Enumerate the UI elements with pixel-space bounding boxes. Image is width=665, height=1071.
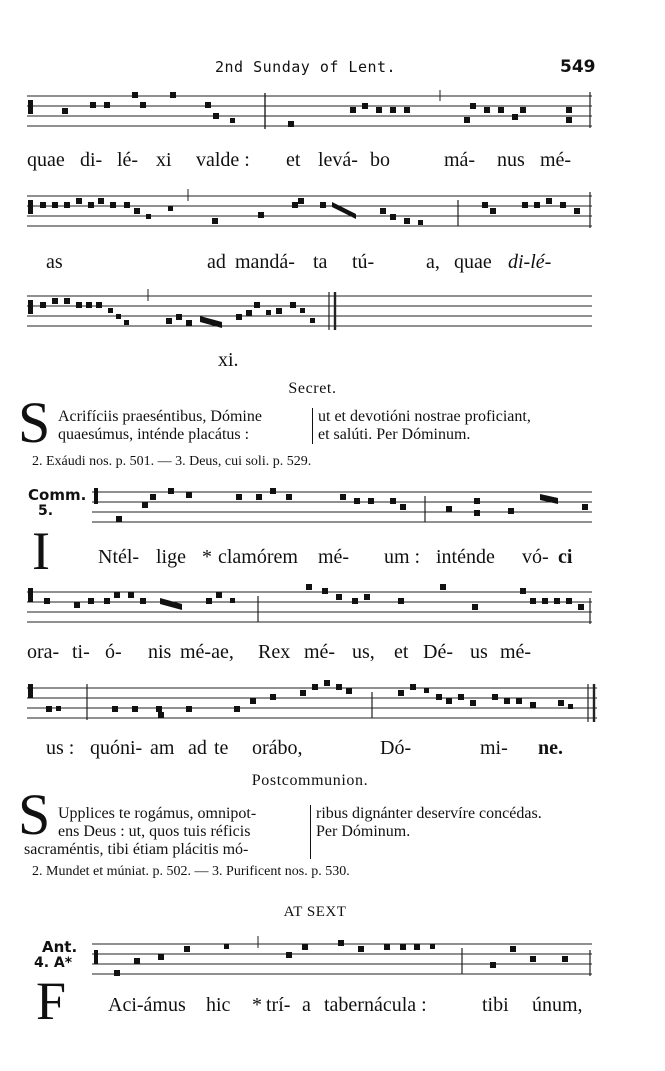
lyric-ma: má- (444, 149, 476, 171)
comm-lyric-ti: ti- (72, 641, 90, 663)
postcommunion-dropcap: S (18, 782, 51, 847)
secret-right-line-2: et salúti. Per Dóminum. (318, 426, 471, 443)
sext-lyric-tri: trí- (266, 994, 291, 1016)
comm-lyric-clamorem: clamórem (218, 546, 298, 568)
sext-lyric-faciamus: Aci-ámus (108, 994, 186, 1016)
comm-lyric-rex: Rex (258, 641, 291, 663)
sext-lyric-star: * (252, 994, 262, 1016)
comm-lyric-lige: lige (156, 546, 186, 568)
comm-lyric-ora: ora- (27, 641, 60, 663)
staff-system-3 (0, 288, 665, 348)
comm-lyric-de: Dé- (423, 641, 453, 663)
lyric-xi: xi (156, 149, 172, 171)
sext-mode: 4. A* (34, 955, 73, 971)
postcommunion-column-divider (310, 805, 311, 859)
lyric-et: et (286, 149, 301, 171)
secret-column-divider (312, 408, 313, 444)
sext-lyric-tibi: tibi (482, 994, 509, 1016)
secret-title: Secret. (288, 380, 337, 397)
postcommunion-left-line-2: ens Deus : ut, quos tuis réficis (58, 823, 251, 840)
secret-left-line-1: Acrifíciis praeséntibus, Dómine (58, 408, 262, 425)
comm-lyric-us: us, (352, 641, 375, 663)
sext-title: AT SEXT (283, 904, 347, 920)
lyric-ta: ta (313, 251, 328, 273)
communion-initial: I (32, 521, 50, 581)
comm-lyric-ci: ci (558, 546, 573, 568)
comm-lyric-us-2: us (470, 641, 488, 663)
staff-system-1 (0, 88, 665, 148)
lyric-as: as (46, 251, 63, 273)
comm-lyric-o: ó- (105, 641, 122, 663)
postcommunion-right-line-2: Per Dóminum. (316, 823, 411, 840)
comm-lyric-ne: ne. (538, 737, 563, 759)
staff-communion-3 (0, 680, 665, 740)
lyric-le: lé- (117, 149, 139, 171)
lyric-me: mé- (540, 149, 572, 171)
lyric-xi-final: xi. (218, 349, 239, 371)
communion-label: Comm. (28, 486, 87, 504)
sext-lyric-hic: hic (206, 994, 231, 1016)
comm-lyric-orabo: orábo, (252, 737, 303, 759)
postcommunion-left-line-1: Upplices te rogámus, omnipot- (58, 805, 257, 822)
comm-lyric-nis: nis (148, 641, 172, 663)
comm-lyric-te: te (214, 737, 229, 759)
comm-lyric-me: mé- (318, 546, 350, 568)
lyric-bo: bo (370, 149, 390, 171)
comm-lyric-us-3: us : (46, 737, 75, 759)
secret-note: 2. Exáudi nos. p. 501. — 3. Deus, cui soli. p. 529. (32, 454, 312, 469)
staff-communion-1 (0, 484, 665, 544)
comm-lyric-vo: vó- (522, 546, 549, 568)
comm-lyric-ntel: Ntél- (98, 546, 140, 568)
lyric-leva: levá- (318, 149, 358, 171)
staff-system-2 (0, 188, 665, 248)
secret-dropcap: S (18, 390, 51, 455)
comm-lyric-star: * (202, 546, 212, 568)
comm-lyric-et: et (394, 641, 409, 663)
postcommunion-left-line-3: sacraméntis, tibi étiam plácitis mó- (24, 841, 249, 858)
postcommunion-note: 2. Mundet et múniat. p. 502. — 3. Purificent nos. p. 530. (32, 864, 350, 879)
lyric-a: a, (426, 251, 440, 273)
lyric-di: di- (80, 149, 103, 171)
comm-lyric-me-2: mé- (304, 641, 336, 663)
postcommunion-title: Postcommunion. (251, 772, 369, 789)
comm-lyric-mi: mi- (480, 737, 508, 759)
postcommunion-right-line-1: ribus dignánter deservíre concédas. (316, 805, 542, 822)
lyric-manda: mandá- (235, 251, 295, 273)
comm-lyric-meae: mé-ae, (180, 641, 234, 663)
lyric-dile: di-lé- (508, 251, 552, 273)
sext-lyric-a: a (302, 994, 311, 1016)
sext-lyric-unum: únum, (532, 994, 583, 1016)
secret-left-line-2: quaesúmus, inténde placátus : (58, 426, 250, 443)
sext-label: Ant. (42, 938, 78, 956)
comm-lyric-me-3: mé- (500, 641, 532, 663)
lyric-valde: valde : (196, 149, 250, 171)
lyric-ad: ad (207, 251, 226, 273)
communion-mode: 5. (38, 503, 54, 519)
comm-lyric-do: Dó- (380, 737, 412, 759)
comm-lyric-ad: ad (188, 737, 207, 759)
lyric-tu: tú- (352, 251, 375, 273)
lyric-nus: nus (497, 149, 525, 171)
lyric-quae-2: quae (454, 251, 492, 273)
sext-lyric-tabernacula: tabernácula : (324, 994, 427, 1016)
comm-lyric-quoni: quóni- (90, 737, 143, 759)
comm-lyric-am: am (150, 737, 175, 759)
running-title: 2nd Sunday of Lent. (215, 58, 397, 76)
comm-lyric-um: um : (384, 546, 421, 568)
lyric-quae: quae (27, 149, 65, 171)
page-number: 549 (560, 57, 596, 77)
secret-right-line-1: ut et devotióni nostrae proficiant, (318, 408, 531, 425)
staff-sext-1 (0, 936, 665, 996)
staff-communion-2 (0, 584, 665, 644)
sext-initial: F (36, 971, 67, 1031)
comm-lyric-intende: inténde (436, 546, 495, 568)
